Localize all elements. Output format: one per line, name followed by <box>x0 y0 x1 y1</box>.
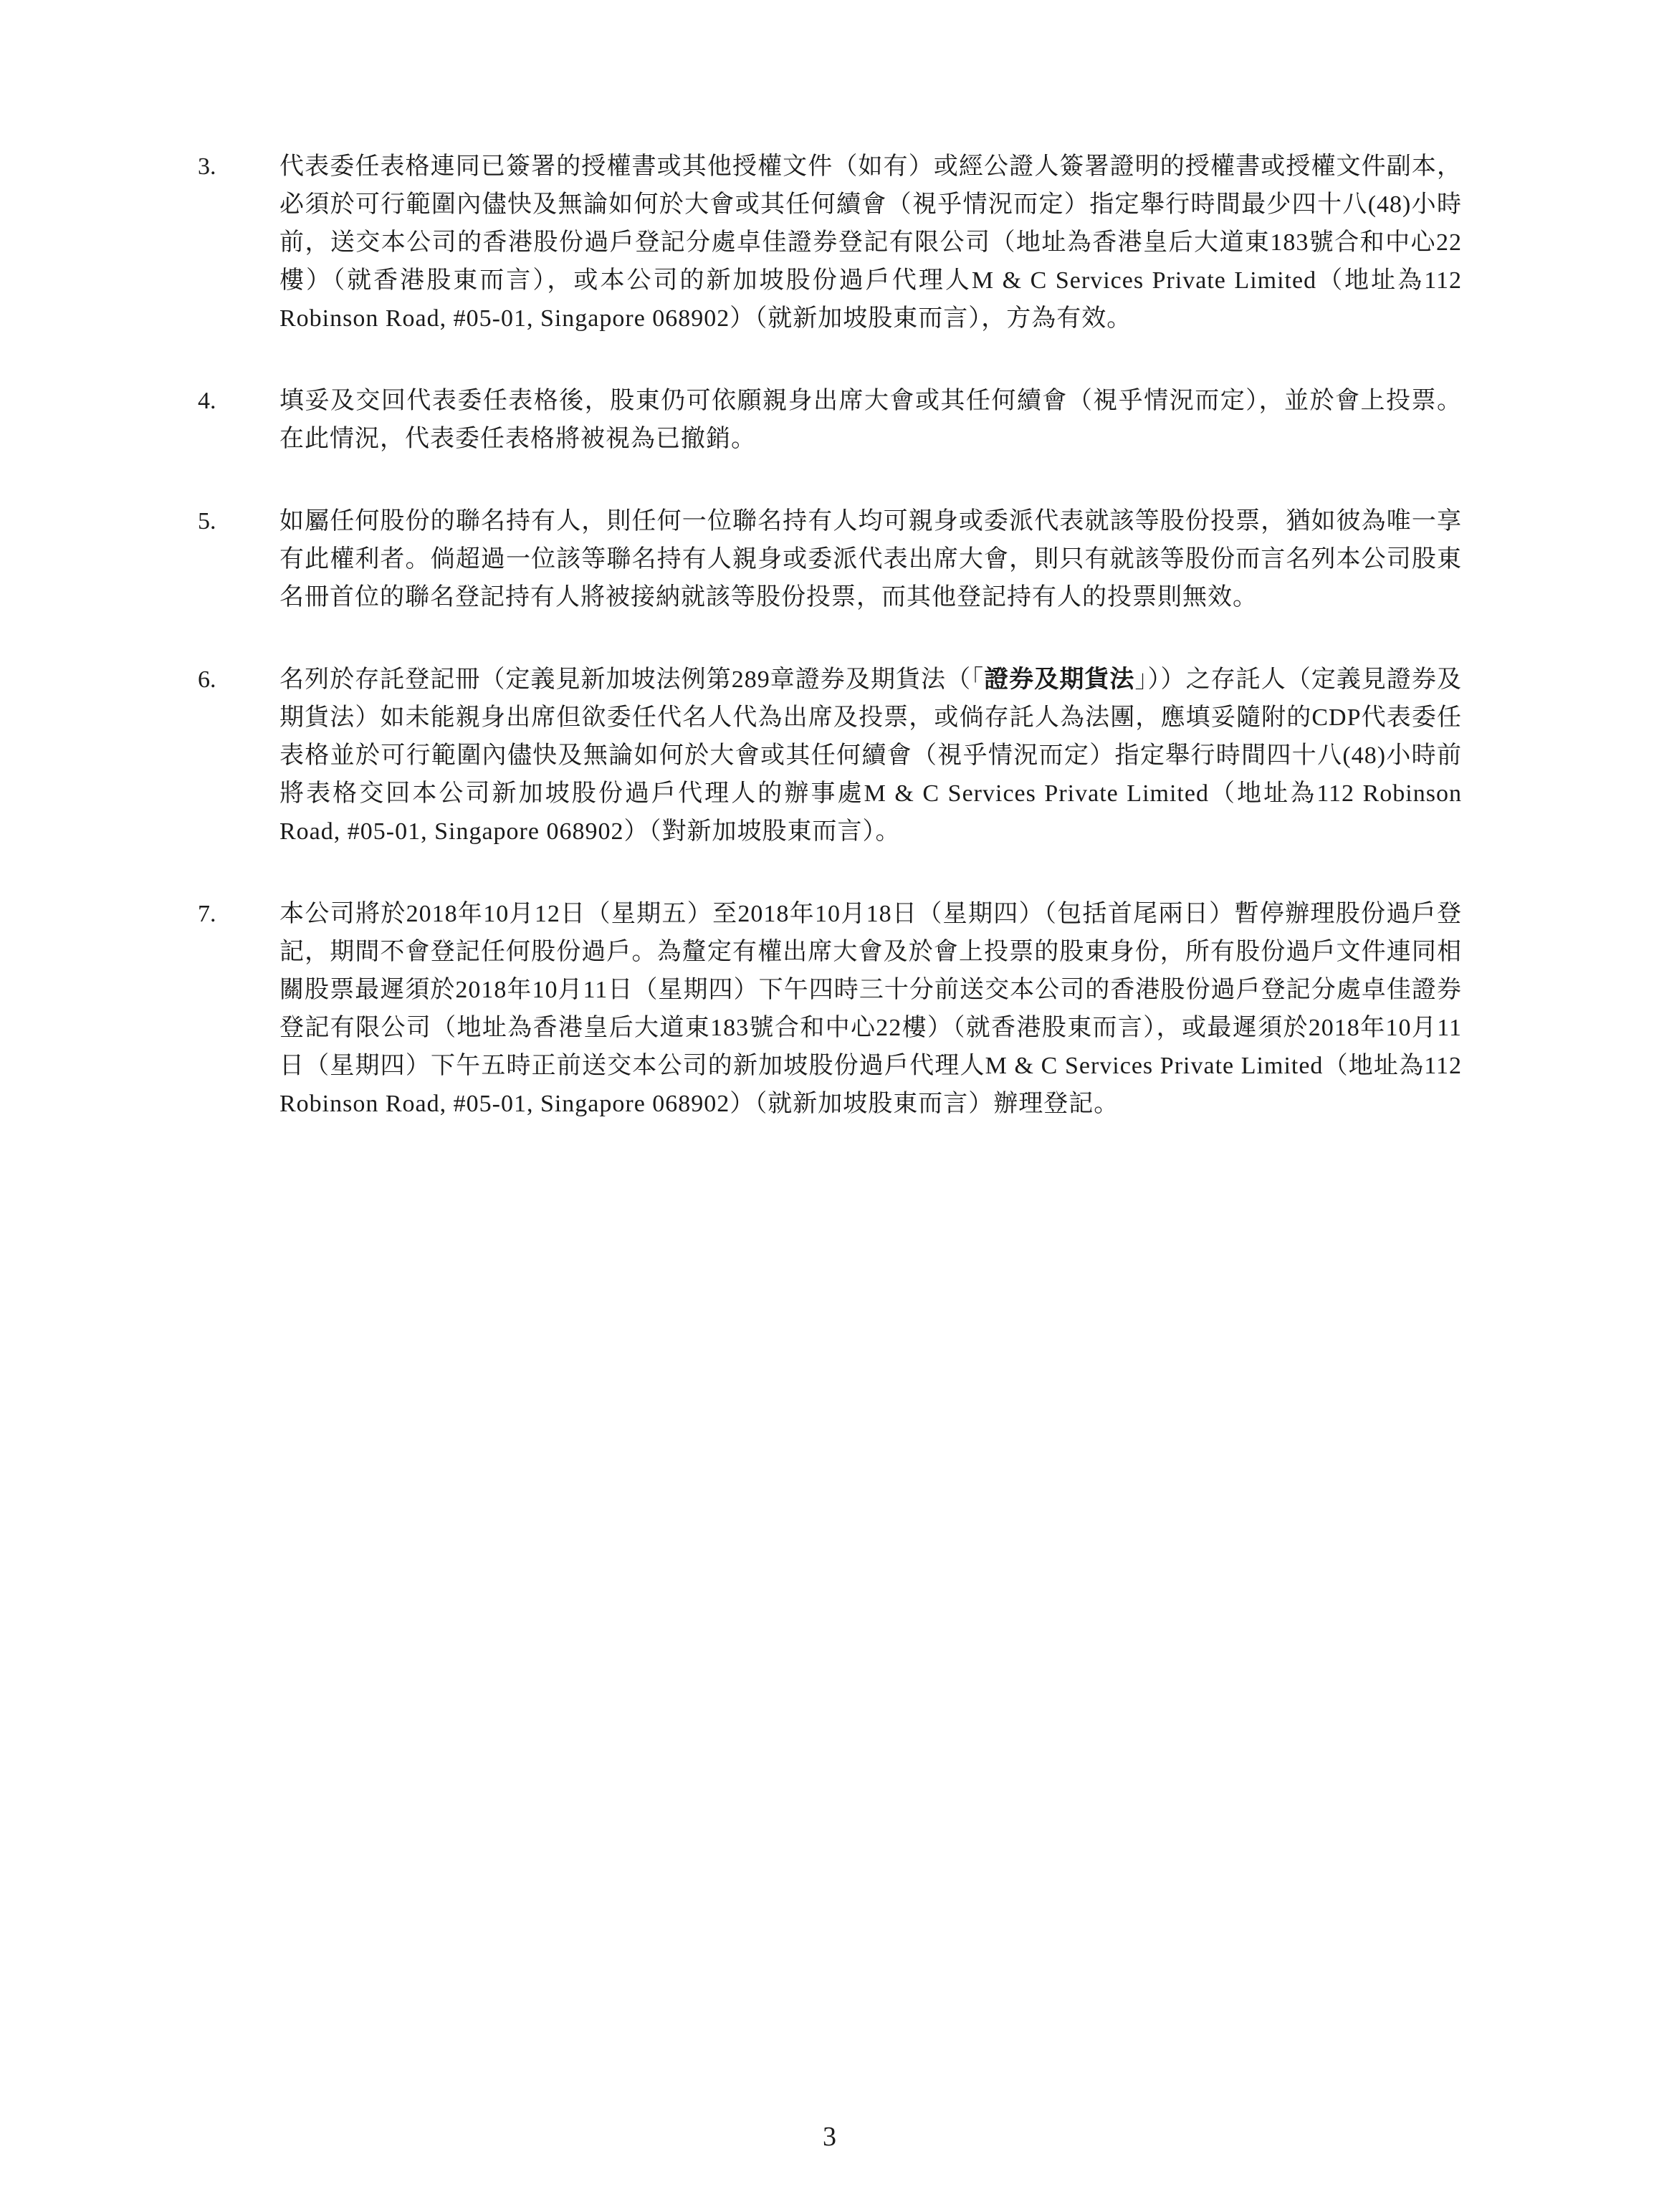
note-text <box>279 661 1462 851</box>
note-6 <box>198 661 1462 851</box>
note-number: 6. <box>198 666 216 693</box>
note-text: 代表委任表格連同已簽署的授權書或其他授權文件（如有）或經公證人簽署證明的授權書或授權文件副本，必須於可行範圍內儘快及無論如何於大會或其任何續會（視乎情況而定）指定舉行時間最少四十八(48)小時前，送交本公司的香港股份過戶登記分處卓佳證券登記有限公司（地址為香港皇后大道東183號合和中心22樓）（就香港股東而言），或本公司的新加坡股份過戶代理人M & C Services Private Limited（地址為112 Robinson Road, #05-01, Singapore 068902）（就新加坡股東而言），方為有效。 <box>279 153 1462 332</box>
defined-term-bold: 證券及期貨法 <box>984 666 1135 693</box>
note-text: 填妥及交回代表委任表格後，股東仍可依願親身出席大會或其任何續會（視乎情況而定），並於會上投票。在此情況，代表委任表格將被視為已撤銷。 <box>279 388 1462 452</box>
note-text: 如屬任何股份的聯名持有人，則任何一位聯名持有人均可親身或委派代表就該等股份投票，猶如彼為唯一享有此權利者。倘超過一位該等聯名持有人親身或委派代表出席大會，則只有就該等股份而言名列本公司股東名冊首位的聯名登記持有人將被接納就該等股份投票，而其他登記持有人的投票則無效。 <box>279 508 1462 611</box>
notes-list <box>198 148 1462 1167</box>
note-number: 3. <box>198 153 216 180</box>
note-number: 4. <box>198 388 216 414</box>
note-text: 本公司將於2018年10月12日（星期五）至2018年10月18日（星期四）（包括首尾兩日）暫停辦理股份過戶登記，期間不會登記任何股份過戶。為釐定有權出席大會及於會上投票的股東身份，所有股份過戶文件連同相關股票最遲須於2018年10月11日（星期四）下午四時三十分前送交本公司的香港股份過戶登記分處卓佳證券登記有限公司（地址為香港皇后大道東183號合和中心22樓）（就香港股東而言），或最遲須於2018年10月11日（星期四）下午五時正前送交本公司的新加坡股份過戶代理人M & C Services Private Limited（地址為112 Robinson Road, #05-01, Singapore 068902）（就新加坡股東而言）辦理登記。 <box>279 901 1462 1117</box>
note-3 <box>198 148 1462 337</box>
note-text-part: 」））之存託人（定義見證券及期貨法）如未能親身出席但欲委任代名人代為出席及投票，或倘存託人為法團，應填妥隨附的CDP代表委任表格並於可行範圍內儘快及無論如何於大會或其任何續會（視乎情況而定）指定舉行時間四十八(48)小時前將表格交回本公司新加坡股份過戶代理人的辦事處M & C Services Private Limited（地址為112 Robinson Road, #05-01, Singapore 068902）（對新加坡股東而言）。 <box>279 666 1463 845</box>
note-number: 7. <box>198 901 216 927</box>
note-4 <box>198 382 1462 458</box>
note-7 <box>198 895 1462 1123</box>
page-number: 3 <box>823 2122 836 2152</box>
note-5 <box>198 502 1462 616</box>
note-number: 5. <box>198 508 216 535</box>
note-text-part: 名列於存託登記冊（定義見新加坡法例第289章證券及期貨法（「 <box>279 666 985 693</box>
